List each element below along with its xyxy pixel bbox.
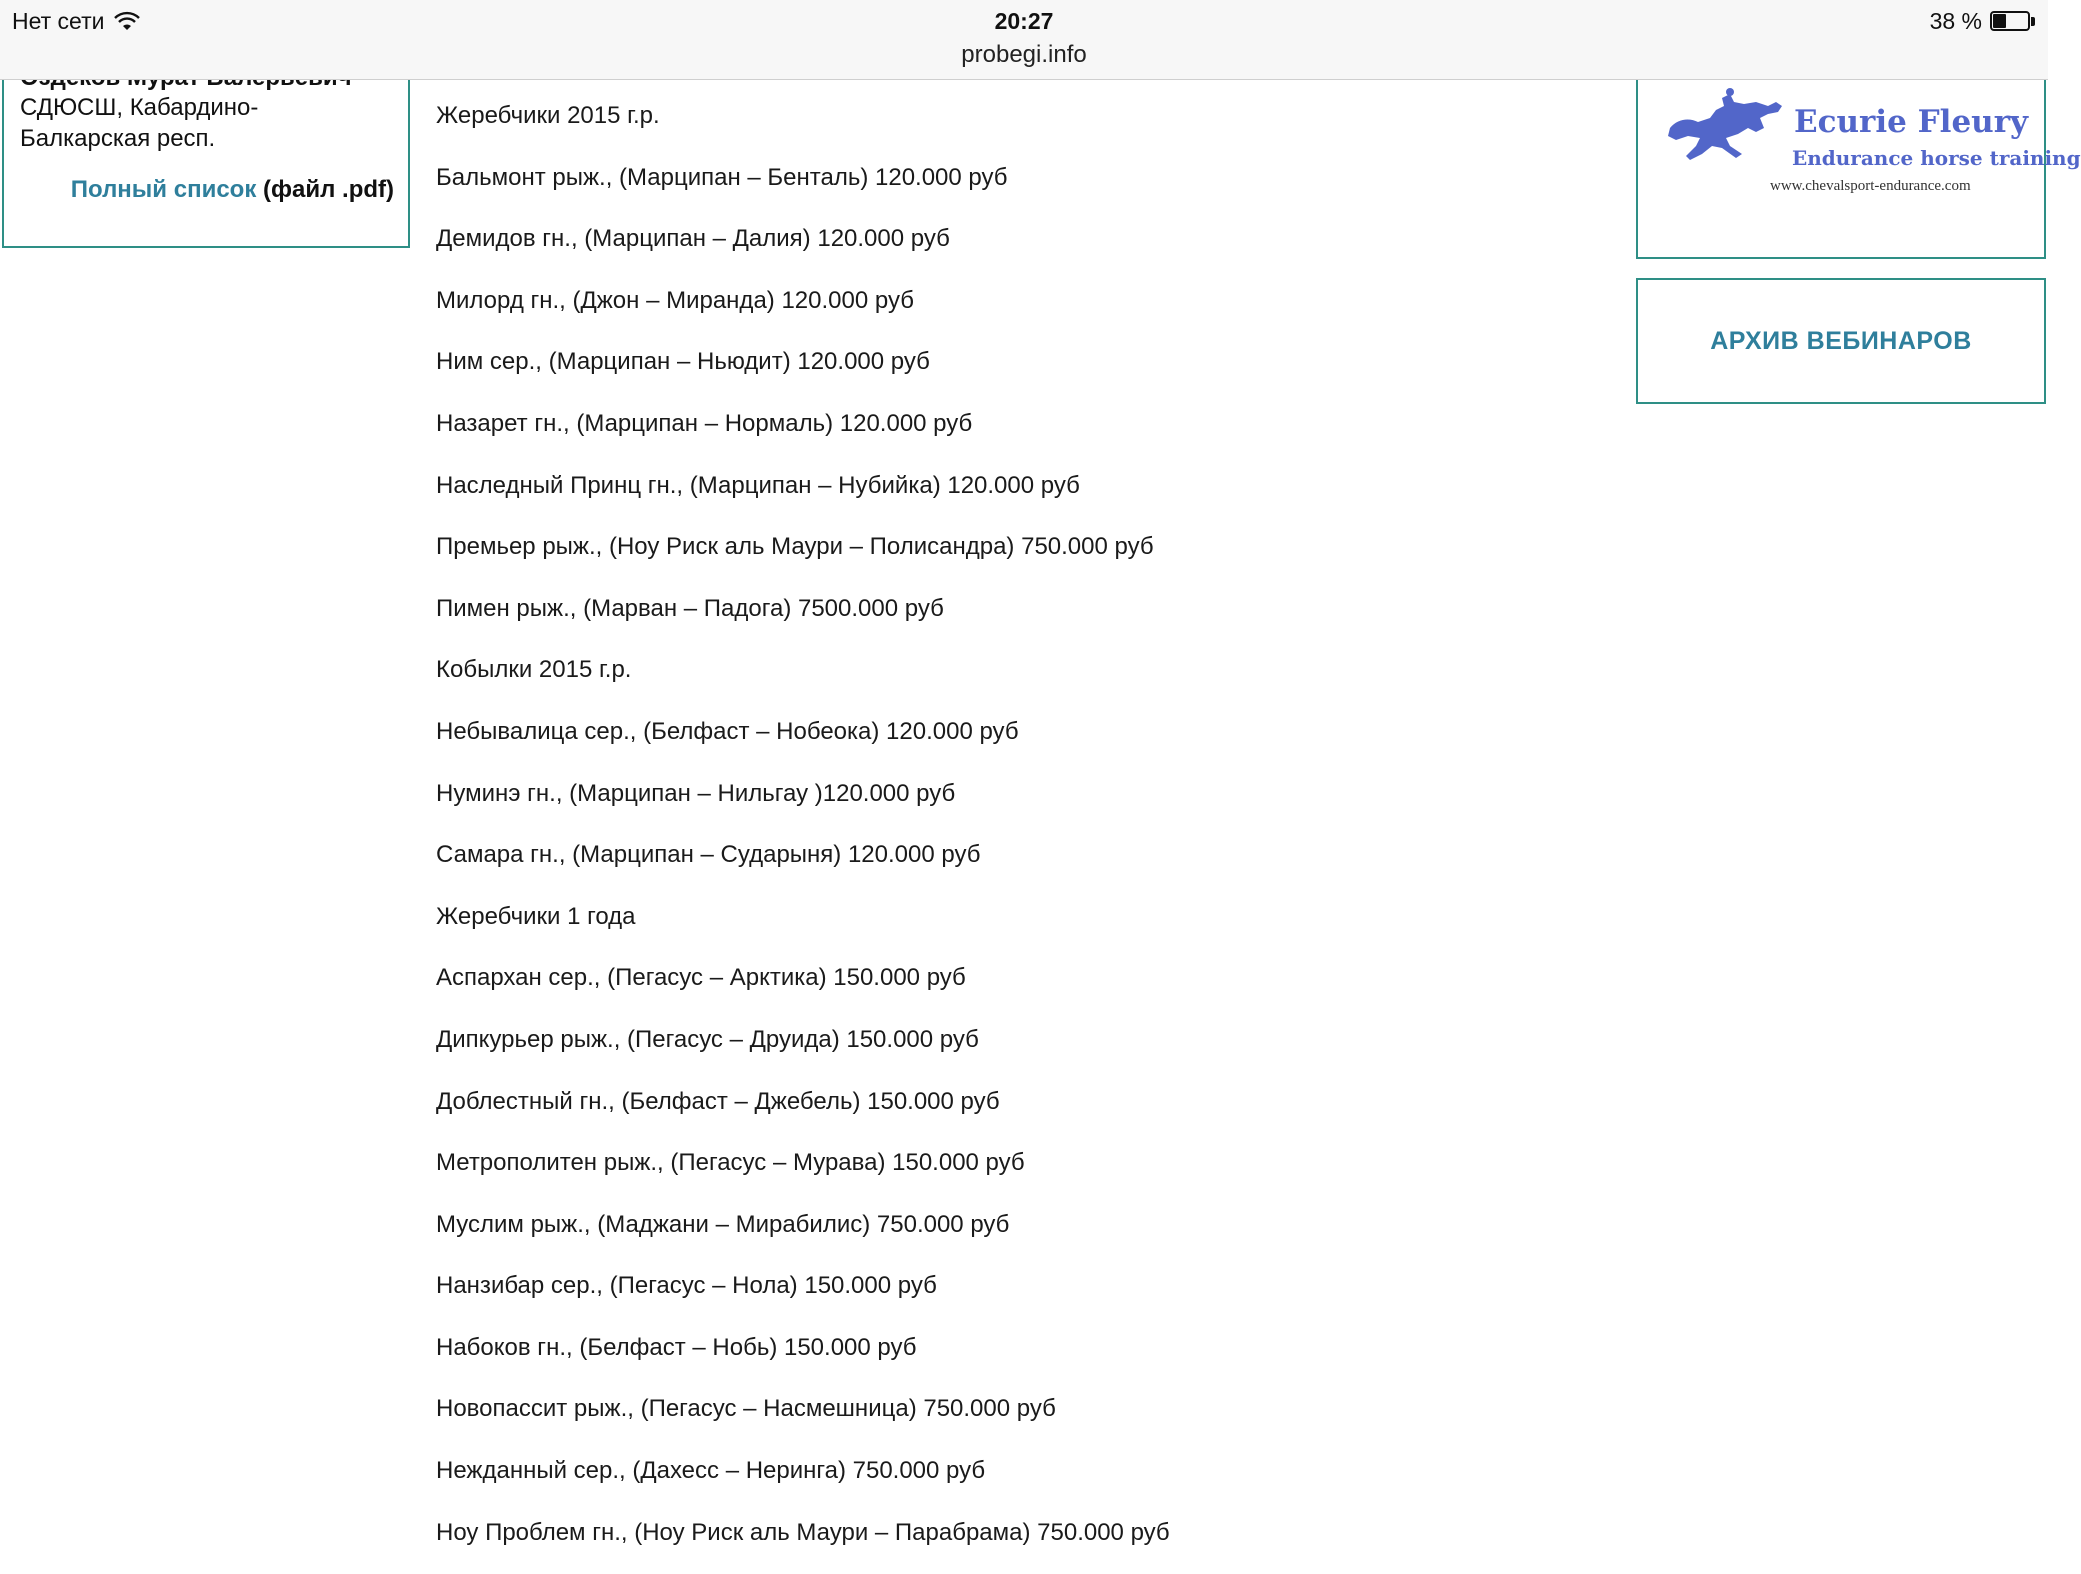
address-bar-url[interactable]: probegi.info xyxy=(961,41,1087,68)
clock: 20:27 xyxy=(994,8,1054,34)
webinar-archive-box[interactable] xyxy=(1636,278,2046,404)
network-label: Нет сети xyxy=(12,8,105,34)
logo-url: www.chevalsport-endurance.com xyxy=(1770,178,1971,194)
horse-listing-item: Наследный Принц гн., (Марципан – Нубийка) 120.000 руб xyxy=(436,471,1080,499)
horse-listing-item: Набоков гн., (Белфаст – Нобь) 150.000 руб xyxy=(436,1333,917,1361)
horse-listing-item: Премьер рыж., (Ноу Риск аль Маури – Полисандра) 750.000 руб xyxy=(436,533,1154,561)
section-heading: Кобылки 2015 г.р. xyxy=(436,656,632,684)
battery-icon xyxy=(1990,11,2036,33)
contact-organization: СДЮСШ, Кабардино-Балкарская респ. xyxy=(20,94,259,152)
section-heading: Жеребчики 2015 г.р. xyxy=(436,102,660,129)
file-type-label: (файл .pdf) xyxy=(263,176,394,203)
full-list-line xyxy=(71,176,394,204)
webinar-archive-link[interactable]: АРХИВ ВЕБИНАРОВ xyxy=(1710,326,1972,355)
horse-listing-item: Пимен рыж., (Марван – Падога) 7500.000 руб xyxy=(436,594,944,622)
battery-status xyxy=(1930,8,2036,35)
horse-listing-item: Бальмонт рыж., (Марципан – Бенталь) 120.000 руб xyxy=(436,163,1008,191)
horse-listing-item: Аспархан сер., (Пегасус – Арктика) 150.000 руб xyxy=(436,964,966,992)
logo-subtitle: Endurance horse training xyxy=(1792,146,2081,170)
horse-listing-item: Муслим рыж., (Маджани – Мирабилис) 750.000 руб xyxy=(436,1210,1010,1238)
horse-listing-item: Нежданный сер., (Дахесс – Неринга) 750.000 руб xyxy=(436,1457,986,1485)
horse-listing-item: Новопассит рыж., (Пегасус – Насмешница) 750.000 руб xyxy=(436,1395,1056,1423)
battery-percent: 38 % xyxy=(1929,8,1982,34)
status-bar xyxy=(0,0,2048,80)
horse-sale-list xyxy=(436,96,1596,1574)
horse-listing-item: Доблестный гн., (Белфаст – Джебель) 150.000 руб xyxy=(436,1087,1000,1115)
logo-title: Ecurie Fleury xyxy=(1794,104,2029,140)
horse-rider-logo-icon xyxy=(1664,88,1794,168)
section-heading: Жеребчики 1 года xyxy=(436,902,636,930)
horse-listing-item: Нанзибар сер., (Пегасус – Нола) 150.000 руб xyxy=(436,1272,937,1300)
horse-listing-item: Небывалица сер., (Белфаст – Нобеока) 120.000 руб xyxy=(436,717,1019,745)
horse-listing-item: Метрополитен рыж., (Пегасус – Мурава) 150.000 руб xyxy=(436,1149,1025,1177)
horse-listing-item: Ним сер., (Марципан – Ньюдит) 120.000 руб xyxy=(436,348,930,376)
horse-listing-item: Назарет гн., (Марципан – Нормаль) 120.000 руб xyxy=(436,409,973,437)
horse-listing-item: Милорд гн., (Джон – Миранда) 120.000 руб xyxy=(436,286,914,314)
horse-listing-item: Самара гн., (Марципан – Сударыня) 120.000 руб xyxy=(436,841,981,869)
horse-listing-item: Дипкурьер рыж., (Пегасус – Друида) 150.000 руб xyxy=(436,1025,979,1053)
horse-listing-item: Демидов гн., (Марципан – Далия) 120.000 руб xyxy=(436,225,950,253)
horse-listing-item: Нуминэ гн., (Марципан – Нильгау )120.000 руб xyxy=(436,779,956,807)
full-list-link[interactable]: Полный список xyxy=(70,176,257,203)
horse-listing-item: Ноу Проблем гн., (Ноу Риск аль Маури – Парабрама) 750.000 руб xyxy=(436,1518,1170,1546)
